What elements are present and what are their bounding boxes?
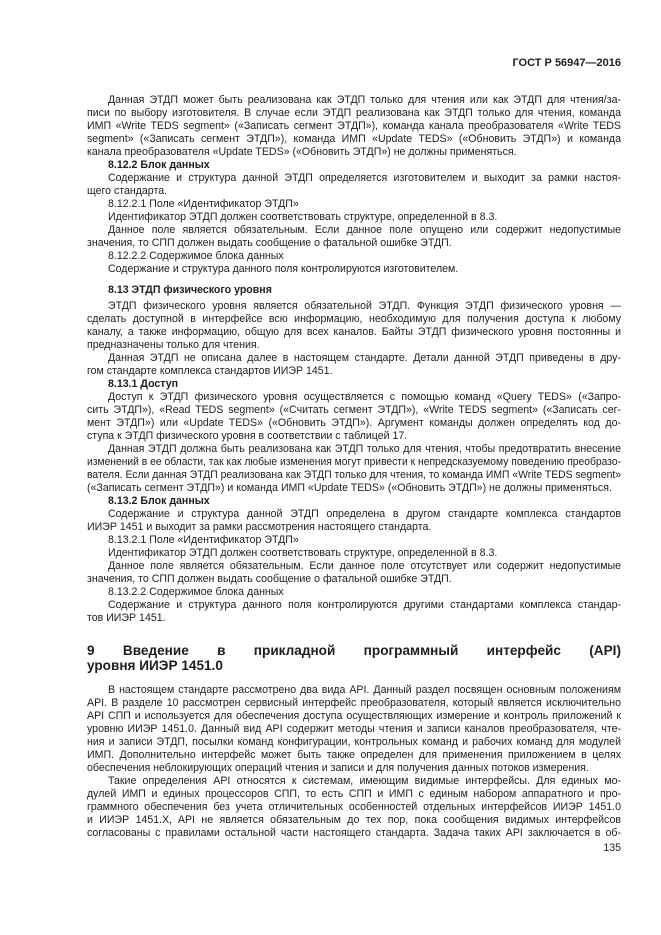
text-line: канала преобразователя «Update TEDS» («Обновить ЭТДП») не должны применяться. [87,145,517,158]
text-line: ступа к ЭТДП физического уровня в соответствии с таблицей 17. [87,429,408,442]
text-line: уровню ИИЭР 1451.0. Данный вид API содержит методы чтения и записи каналов преобразователя, чте- [87,722,621,735]
subsection-heading [87,378,621,391]
text-line: Идентификатор ЭТДП должен соответствовать структуре, определенной в 8.3. [108,210,498,223]
text-line: 8.13.2.2 Содержимое блока данных [108,585,284,598]
text-line: Содержание и структура данного поля контролируются изготовителем. [108,262,459,275]
paragraph [87,547,621,560]
text-line: Содержание и структура данного поля контролируются другими стандартами комплекса стандар- [108,598,621,611]
paragraph [87,599,621,625]
text-line: уровня ИИЭР 1451.0 [87,657,223,673]
text-line: 8.13.1 Доступ [108,377,179,390]
text-line: 9 Введение в прикладной программный интерфейс (API) [87,642,621,658]
text-line: щего стандарта. [87,184,168,197]
subsection-heading [87,284,621,297]
text-line: значения, то СПП должен выдать сообщение о фатальной ошибке ЭТДП. [87,236,452,249]
paragraph [87,534,621,547]
text-line: гом стандарте комплекса стандартов ИИЭР 1451. [87,364,333,377]
text-line: ния и записи ЭТДП, посылки команд конфигурации, контрольных команд и рабочих команд для модулей [87,735,621,748]
paragraph [87,443,621,495]
subsection-heading [87,495,621,508]
text-line: Данное поле является обязательным. Если данное поле опущено или содержит недопустимые [108,223,621,236]
text-line: мент ЭТДП») или «Update TEDS» («Обновить ЭТДП»). Аргумент команды должен определять код до- [87,416,621,429]
text-line: граммного обеспечения без учета отличительных особенностей отдельных интерфейсов ИИЭР 1451.0 [87,800,621,813]
document-body [87,94,621,840]
paragraph [87,211,621,224]
paragraph [87,352,621,378]
text-line: Такие определения API относятся к системам, имеющим видимые интерфейсы. Для единых мо- [108,774,621,787]
text-line: API СПП и используется для обеспечения доступа осуществляющих измерение и контроль приложений к [87,709,621,722]
text-line: segment» («Записать сегмент ЭТДП»), команда ИМП «Update TEDS» («Обновить ЭТДП») и команда [87,132,621,145]
page-number: 135 [603,842,621,854]
paragraph [87,300,621,352]
text-line: ИМП «Write TEDS segment» («Записать сегмент ЭТДП»), команда канала преобразователя «Write TEDS [87,119,621,132]
text-line: писи по выбору изготовителя. В случае если ЭТДП реализована как ЭТДП только для чтения, команда [87,106,621,119]
text-line: Данное поле является обязательным. Если данное поле отсутствует или содержит недопустимые [108,559,621,572]
text-line: значения, то СПП должен выдать сообщение о фатальной ошибке ЭТДП. [87,572,452,585]
text-line: изменений в ее области, так как любые изменения могут привести к непредсказуемому поведению преобразо- [87,455,621,468]
paragraph [87,391,621,443]
text-line: API. В разделе 10 рассмотрен сервисный интерфейс преобразователя, который является исключительно [87,696,621,709]
paragraph [87,263,621,276]
text-line: дулей ИМП и единых процессоров СПП, то есть СПП и ИМП с единым набором аппаратного и про- [87,787,621,800]
subsection-heading [87,159,621,172]
text-line: сить ЭТДП»), «Read TEDS segment» («Считать сегмент ЭТДП»), «Write TEDS segment» («Записать сег- [87,403,621,416]
text-line: Данная ЭТДП не описана далее в настоящем стандарте. Детали данной ЭТДП приведены в дру- [108,351,621,364]
paragraph [87,224,621,250]
text-line: ЭТДП физического уровня является обязательной ЭТДП. Функция ЭТДП физического уровня — [108,299,621,312]
text-line: Содержание и структура данной ЭТДП определяется изготовителем и выходит за рамки настоя- [108,171,621,184]
text-line: 8.12.2.2 Содержимое блока данных [108,249,284,262]
text-line: обеспечения неблокирующих операций чтения и записи и для получения данных потоков измерения. [87,761,589,774]
text-line: тов ИИЭР 1451. [87,611,166,624]
text-line: вателя. Если данная ЭТДП реализована как ЭТДП только для чтения, то команда ИМП «Write TEDS segment» [87,468,622,481]
text-line: В настоящем стандарте рассмотрено два вида API. Данный раздел посвящен основным положениям [108,683,621,696]
text-line: ИМП. Дополнительно интерфейс может быть также определен для применения приложением в целях [87,748,621,761]
text-line: 8.13 ЭТДП физического уровня [108,283,272,296]
paragraph [87,586,621,599]
paragraph [87,94,621,159]
paragraph [87,508,621,534]
paragraph [87,775,621,840]
text-line: Содержание и структура данной ЭТДП определена в другом стандарте комплекса стандартов [108,507,621,520]
text-line: Данная ЭТДП должна быть реализована как ЭТДП только для чтения, чтобы предотвратить внесение [108,442,621,455]
text-line: («Записать сегмент ЭТДП») и команда ИМП «Update TEDS» («Обновить ЭТДП») не должны применяться. [87,481,612,494]
paragraph [87,684,621,775]
text-line: Доступ к ЭТДП физического уровня осуществляется с помощью команд «Query TEDS» («Запро- [108,390,621,403]
paragraph [87,198,621,211]
text-line: предназначены только для чтения. [87,338,260,351]
text-line: ИИЭР 1451 и выходит за рамки рассмотрения настоящего стандарта. [87,520,432,533]
text-line: Данная ЭТДП может быть реализована как ЭТДП только для чтения или как ЭТДП для чтения/за- [108,93,621,106]
text-line: 8.13.2 Блок данных [108,494,210,507]
document-header-id: ГОСТ Р 56947—2016 [512,57,621,69]
paragraph [87,172,621,198]
paragraph [87,560,621,586]
text-line: Идентификатор ЭТДП должен соответствовать структуре, определенной в 8.3. [108,546,498,559]
text-line: сделать доступной в интерфейсе всю информацию, необходимую для получения доступа к любому [87,312,621,325]
paragraph [87,250,621,263]
text-line: 8.12.2.1 Поле «Идентификатор ЭТДП» [108,197,299,210]
text-line: и ИИЭР 1451.X, API не является обязательным до тех пор, пока сообщения видимых интерфейсов [87,813,621,826]
text-line: каналу, а также информацию, общую для всех каналов. Байты ЭТДП физического уровня постоянны и [87,325,621,338]
text-line: 8.12.2 Блок данных [108,158,210,171]
text-line: 8.13.2.1 Поле «Идентификатор ЭТДП» [108,533,299,546]
text-line: согласованы с правилами остальной части настоящего стандарта. Задача таких API заключается в об- [87,826,621,839]
section-heading [87,643,621,673]
